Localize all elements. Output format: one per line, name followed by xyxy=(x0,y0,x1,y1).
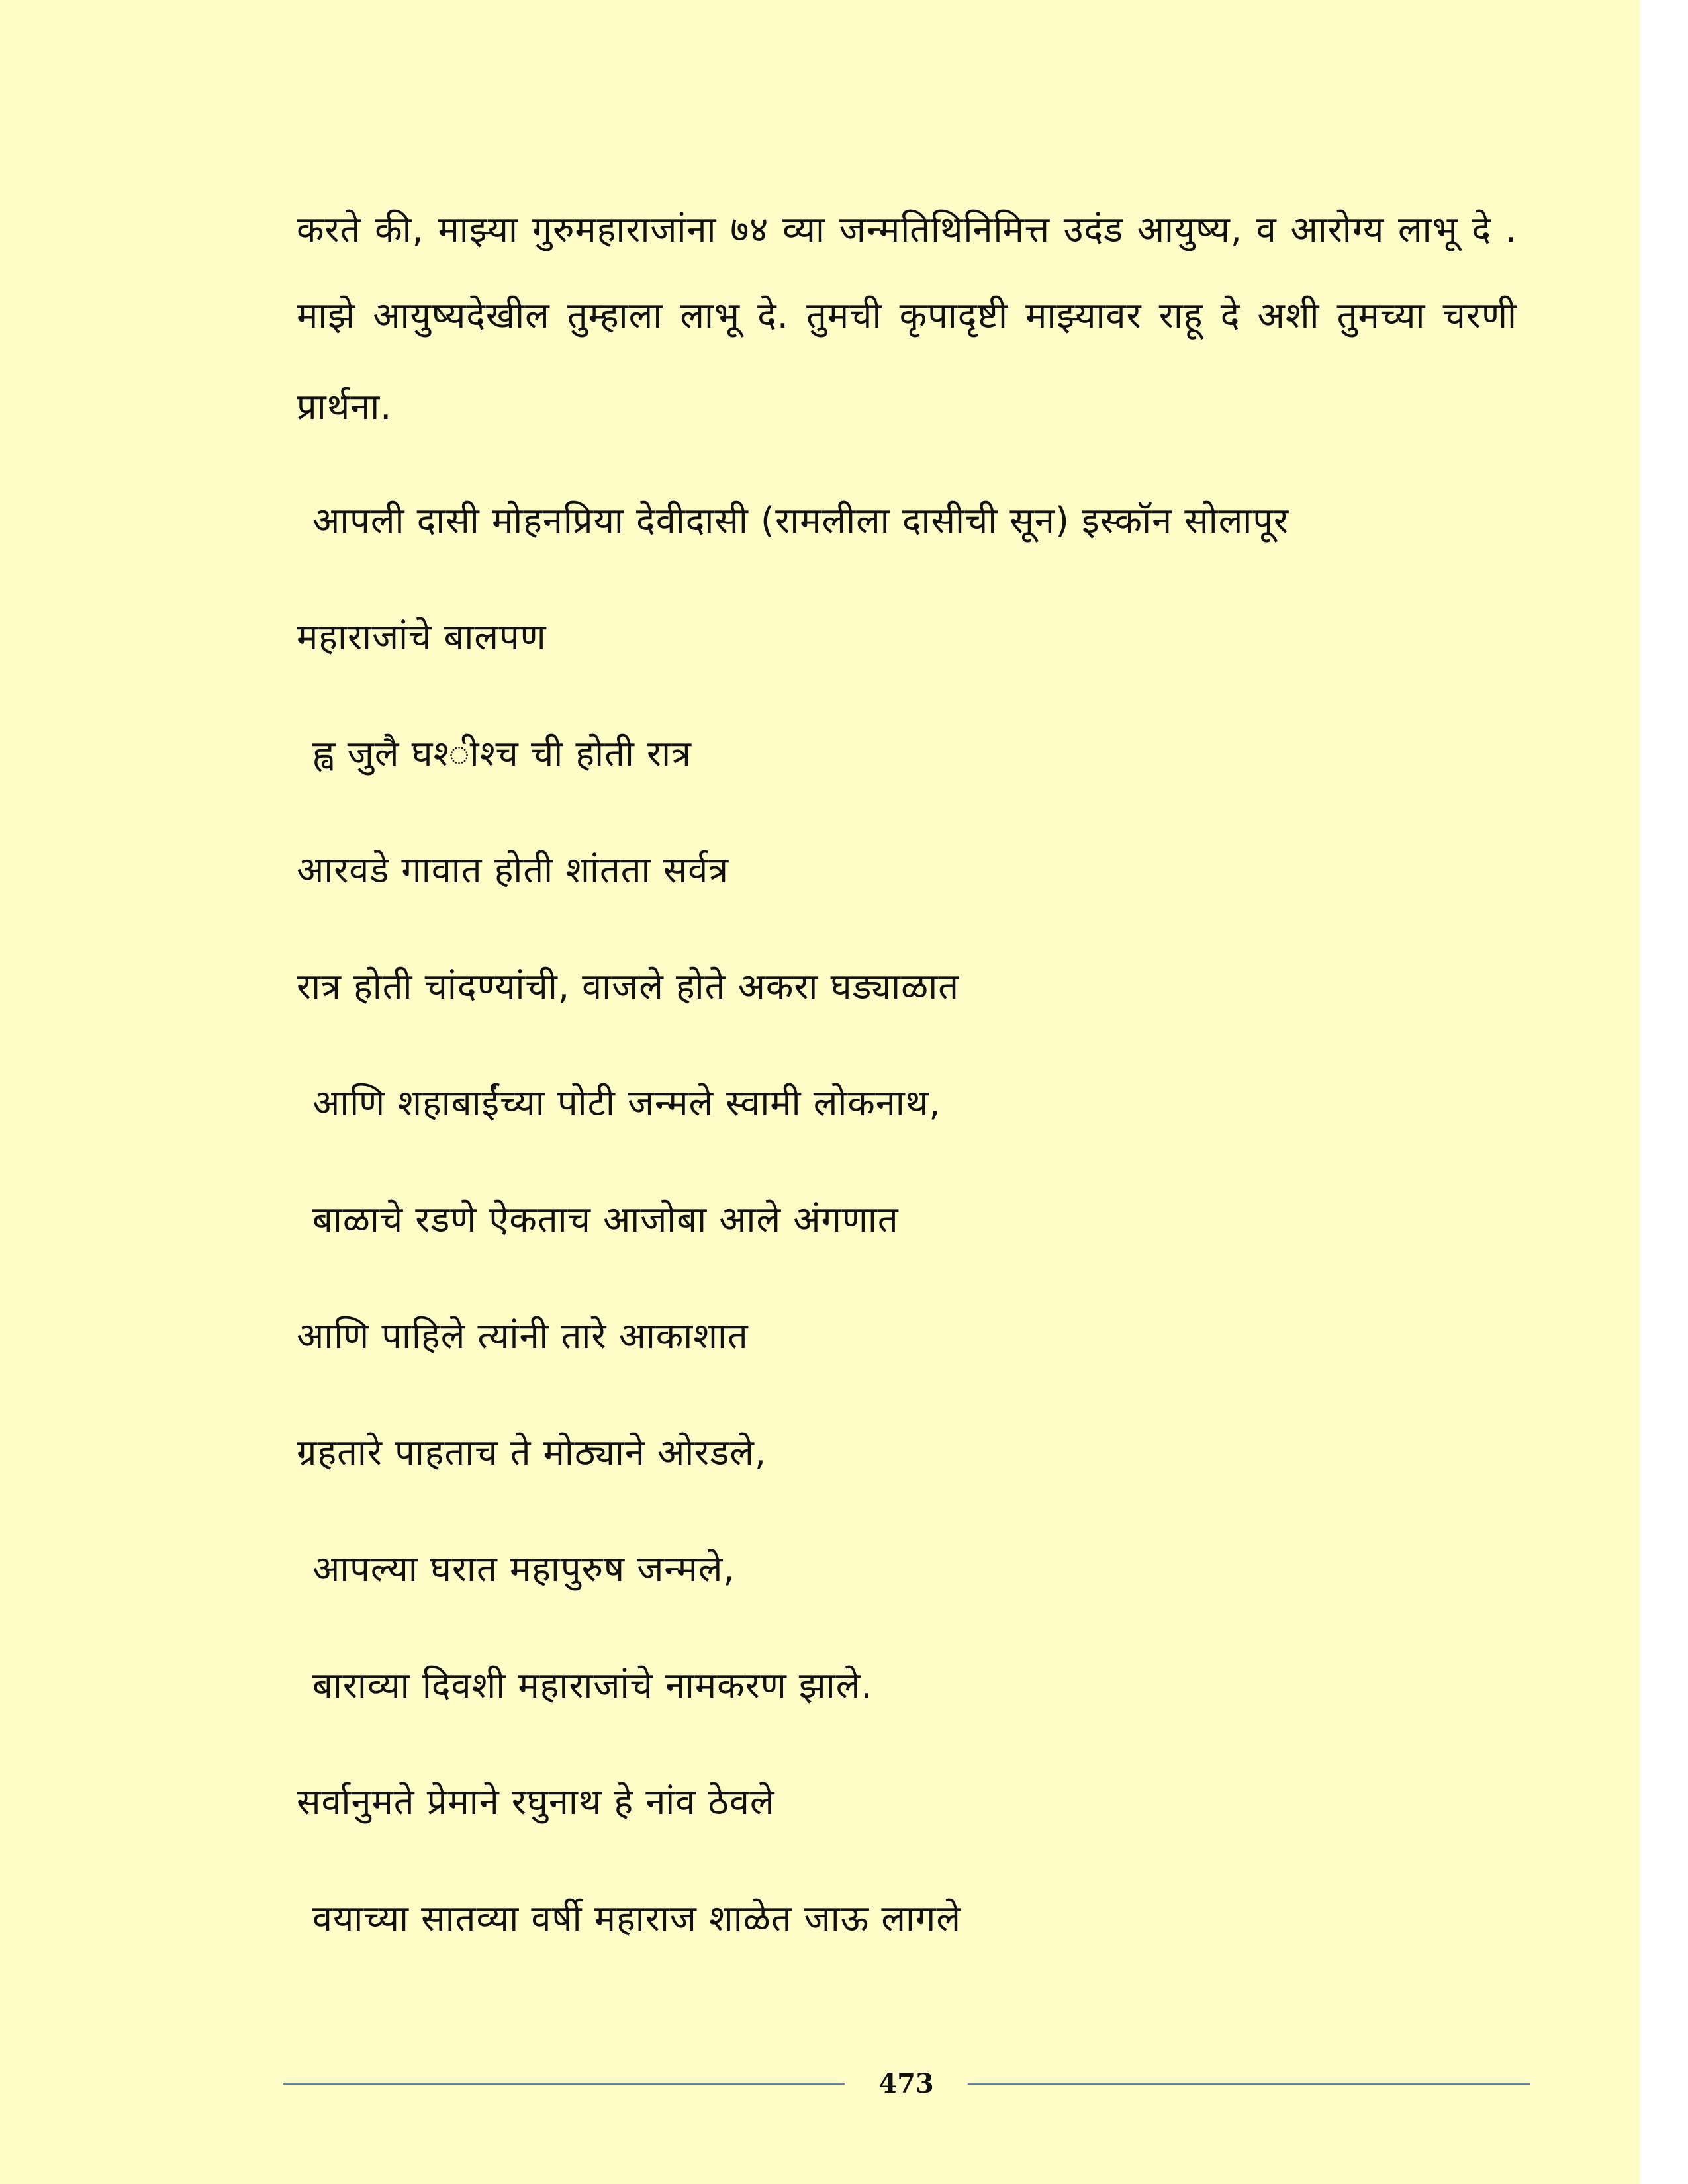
poem-line-6: आणि पाहिले त्यांनी तारे आकाशात xyxy=(297,1315,749,1357)
section-heading: महाराजांचे बालपण xyxy=(297,616,547,658)
poem-line-10: सर्वानुमते प्रेमाने रघुनाथ हे नांव ठेवले xyxy=(297,1781,775,1823)
body-line-2: माझे आयुष्यदेखील तुम्हाला लाभू दे. तुमची कृपादृष्टी माझ्यावर राहू दे अशी तुमच्या चरणी xyxy=(297,295,1517,336)
poem-line-8: आपल्या घरात महापुरुष जन्मले, xyxy=(312,1548,735,1590)
body-line-1: करते की, माझ्या गुरुमहाराजांना ७४ व्या जन्मतिथिनिमित्त उदंड आयुष्य, व आरोग्य लाभू दे . xyxy=(297,208,1517,250)
signature-line: आपली दासी मोहनप्रिया देवीदासी (रामलीला दासीची सून) इस्कॉन सोलापूर xyxy=(312,500,1289,541)
poem-line-1: ह्व जुलै घश्‍ीश्‍च ची होती रात्र xyxy=(312,733,692,774)
poem-line-2: आरवडे गावात होती शांतता सर्वत्र xyxy=(297,849,729,891)
body-line-3: प्रार्थना. xyxy=(297,386,393,428)
footer-rule-left xyxy=(283,2083,845,2085)
page-number: 473 xyxy=(878,2068,934,2099)
poem-line-11: वयाच्या सातव्या वर्षी महाराज शाळेत जाऊ लागले xyxy=(312,1897,961,1939)
poem-line-7: ग्रहतारे पाहताच ते मोठ्याने ओरडले, xyxy=(297,1432,767,1473)
poem-line-3: रात्र होती चांदण्यांची, वाजले होते अकरा घड्याळात xyxy=(297,966,959,1007)
footer-rule-right xyxy=(968,2083,1530,2085)
poem-line-9: बाराव्या दिवशी महाराजांचे नामकरण झाले. xyxy=(312,1664,873,1706)
poem-line-5: बाळाचे रडणे ऐकताच आजोबा आले अंगणात xyxy=(312,1199,899,1240)
poem-line-4: आणि शहाबाईंच्या पोटी जन्मले स्वामी लोकनाथ, xyxy=(312,1082,941,1124)
